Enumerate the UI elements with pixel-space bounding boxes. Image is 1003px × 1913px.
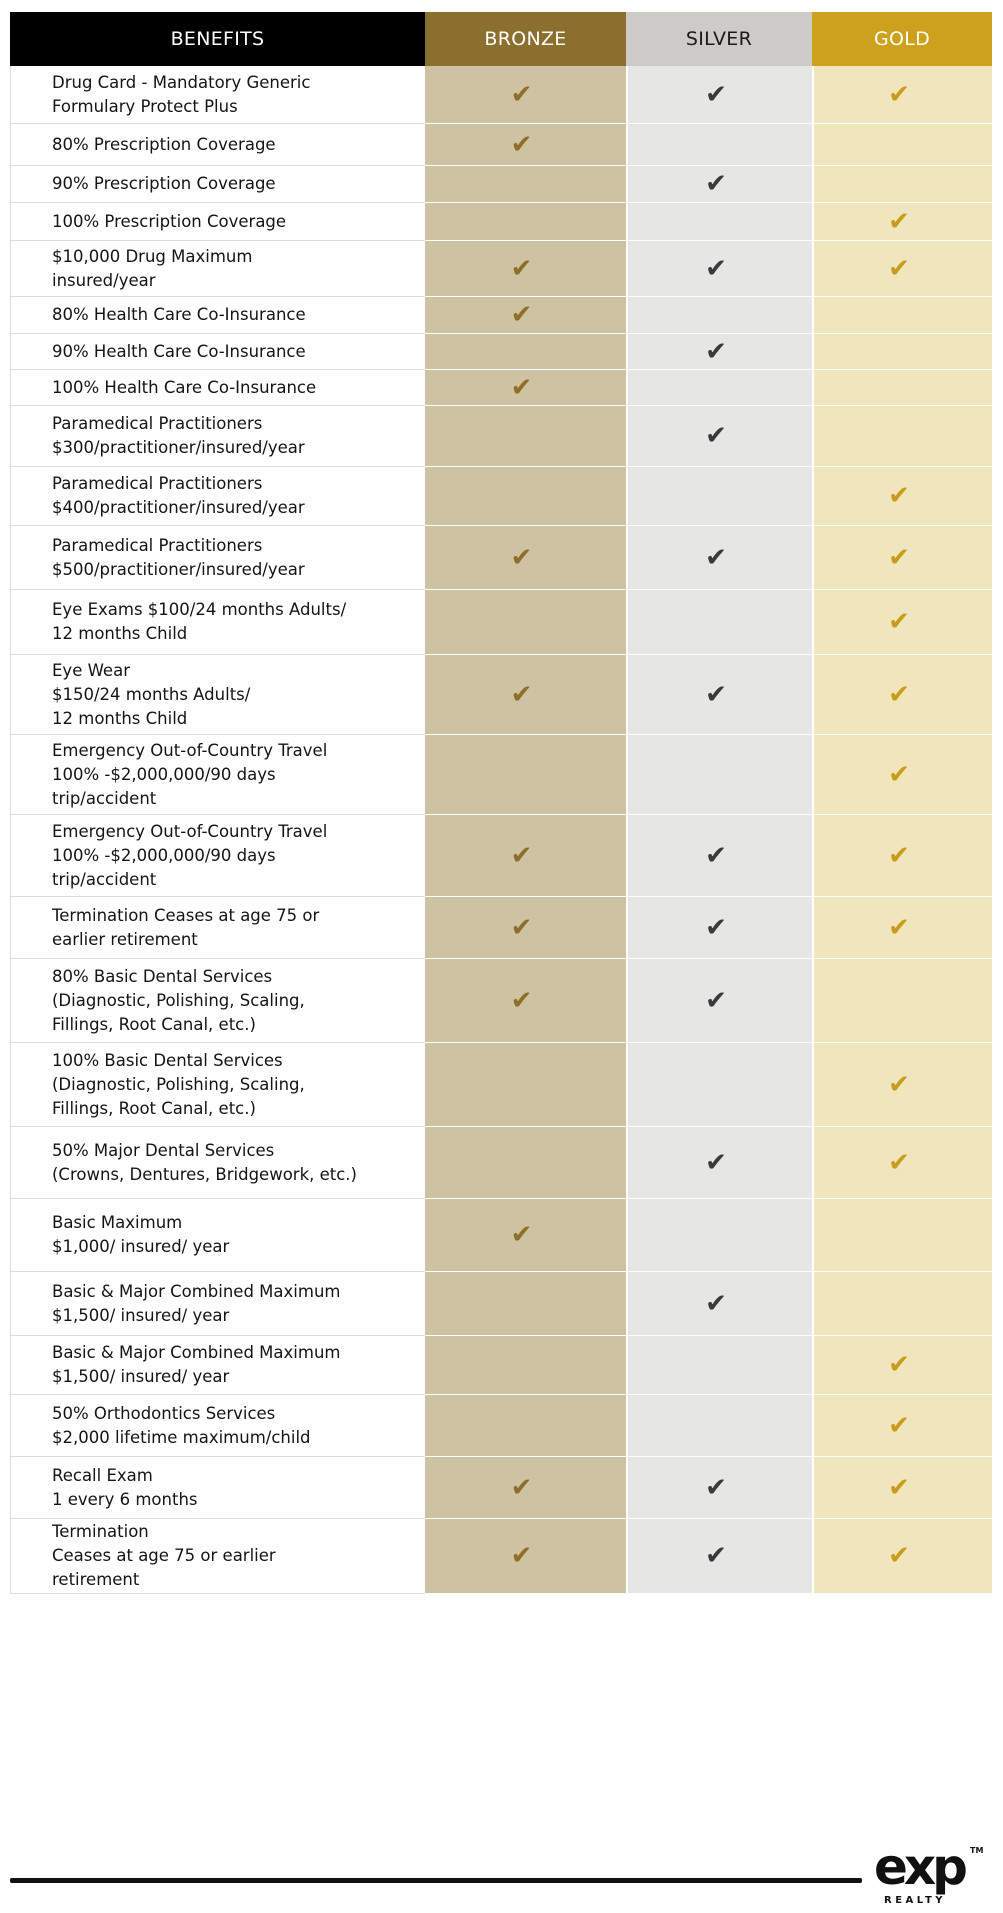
benefit-label: Recall Exam 1 every 6 months [10,1457,425,1519]
bronze-cell [425,370,626,406]
gold-cell [812,590,992,655]
gold-cell [812,897,992,959]
logo-wordmark: exp [874,1838,964,1896]
benefit-label: Eye Wear $150/24 months Adults/ 12 months Child [10,655,425,735]
checkmark-icon: ✔ [705,1288,727,1319]
benefit-label: Eye Exams $100/24 months Adults/ 12 months Child [10,590,425,655]
table-row [10,526,992,590]
table-body [10,66,992,1594]
checkmark-icon: ✔ [888,1472,910,1503]
checkmark-icon: ✔ [510,985,533,1016]
table-row [10,297,992,334]
table-row [10,1043,992,1127]
silver-cell [626,406,812,467]
checkmark-icon: ✔ [705,1472,727,1503]
bronze-cell [425,959,626,1043]
silver-cell [626,815,812,897]
bronze-cell [425,1395,626,1457]
benefit-label: Emergency Out-of-Country Travel 100% -$2,000,000/90 days trip/accident [10,735,425,815]
checkmark-icon: ✔ [510,542,533,573]
bronze-cell [425,124,626,166]
bronze-cell [425,735,626,815]
checkmark-icon: ✔ [510,679,533,710]
gold-cell [812,1272,992,1336]
benefit-label: 80% Basic Dental Services (Diagnostic, Polishing, Scaling, Fillings, Root Canal, etc.) [10,959,425,1043]
benefit-label: Basic & Major Combined Maximum $1,500/ insured/ year [10,1272,425,1336]
table-row [10,815,992,897]
silver-cell [626,124,812,166]
footer-divider [10,1878,862,1883]
checkmark-icon: ✔ [510,912,533,943]
bronze-cell [425,66,626,124]
table-row [10,467,992,526]
bronze-cell [425,334,626,370]
benefit-label: Paramedical Practitioners $300/practitioner/insured/year [10,406,425,467]
checkmark-icon: ✔ [705,679,727,710]
gold-cell [812,1199,992,1272]
gold-cell [812,467,992,526]
bronze-cell [425,467,626,526]
checkmark-icon: ✔ [888,79,910,110]
table-row [10,897,992,959]
gold-cell [812,166,992,203]
silver-cell [626,203,812,241]
checkmark-icon: ✔ [705,542,727,573]
gold-cell [812,66,992,124]
table-row [10,203,992,241]
checkmark-icon: ✔ [888,912,910,943]
checkmark-icon: ✔ [705,79,727,110]
checkmark-icon: ✔ [510,253,533,284]
checkmark-icon: ✔ [510,79,533,110]
benefit-label: 100% Prescription Coverage [10,203,425,241]
gold-cell [812,735,992,815]
silver-cell [626,526,812,590]
table-row [10,655,992,735]
checkmark-icon: ✔ [705,1541,727,1571]
bronze-cell [425,1043,626,1127]
gold-cell [812,959,992,1043]
bronze-cell [425,406,626,467]
gold-cell [812,815,992,897]
silver-cell [626,370,812,406]
table-row [10,1199,992,1272]
gold-cell [812,1395,992,1457]
gold-cell [812,334,992,370]
silver-cell [626,897,812,959]
checkmark-icon: ✔ [705,840,727,871]
checkmark-icon: ✔ [510,1220,533,1250]
bronze-cell [425,897,626,959]
bronze-cell [425,241,626,297]
benefit-label: 90% Health Care Co-Insurance [10,334,425,370]
checkmark-icon: ✔ [888,1147,910,1178]
benefit-label: 100% Basic Dental Services (Diagnostic, Polishing, Scaling, Fillings, Root Canal, etc.) [10,1043,425,1127]
benefit-label: Basic Maximum $1,000/ insured/ year [10,1199,425,1272]
bronze-cell [425,590,626,655]
checkmark-icon: ✔ [510,1472,533,1503]
silver-cell [626,166,812,203]
gold-cell [812,1043,992,1127]
benefits-table [10,12,992,1594]
logo-subtitle: REALTY [884,1895,947,1906]
bronze-cell [425,1199,626,1272]
table-row [10,1519,992,1594]
benefit-label: Paramedical Practitioners $500/practitioner/insured/year [10,526,425,590]
benefit-label: Drug Card - Mandatory Generic Formulary Protect Plus [10,66,425,124]
gold-cell [812,655,992,735]
table-row [10,406,992,467]
table-row [10,1127,992,1199]
benefit-label: 50% Orthodontics Services $2,000 lifetime maximum/child [10,1395,425,1457]
table-header [10,12,992,66]
table-row [10,959,992,1043]
silver-cell [626,1127,812,1199]
checkmark-icon: ✔ [888,1350,910,1380]
checkmark-icon: ✔ [705,912,727,943]
table-row [10,1272,992,1336]
silver-cell [626,467,812,526]
table-row [10,124,992,166]
silver-cell [626,334,812,370]
checkmark-icon: ✔ [888,840,910,871]
benefit-label: 80% Prescription Coverage [10,124,425,166]
bronze-cell [425,203,626,241]
checkmark-icon: ✔ [510,840,533,871]
checkmark-icon: ✔ [888,542,910,573]
bronze-cell [425,815,626,897]
header-gold: GOLD [812,12,992,66]
header-silver: SILVER [626,12,812,66]
gold-cell [812,1519,992,1594]
silver-cell [626,1043,812,1127]
logo-trademark: TM [970,1846,984,1855]
silver-cell [626,1336,812,1395]
checkmark-icon: ✔ [888,1410,910,1441]
table-row [10,735,992,815]
bronze-cell [425,655,626,735]
silver-cell [626,1519,812,1594]
silver-cell [626,1457,812,1519]
bronze-cell [425,1519,626,1594]
header-bronze: BRONZE [425,12,626,66]
silver-cell [626,1395,812,1457]
silver-cell [626,735,812,815]
benefit-label: Basic & Major Combined Maximum $1,500/ insured/ year [10,1336,425,1395]
silver-cell [626,590,812,655]
checkmark-icon: ✔ [705,421,727,451]
benefit-label: 100% Health Care Co-Insurance [10,370,425,406]
table-row [10,241,992,297]
gold-cell [812,1336,992,1395]
benefit-label: Termination Ceases at age 75 or earlier retirement [10,897,425,959]
checkmark-icon: ✔ [888,607,910,637]
benefit-label: 90% Prescription Coverage [10,166,425,203]
checkmark-icon: ✔ [510,300,533,330]
table-row [10,1457,992,1519]
silver-cell [626,1199,812,1272]
gold-cell [812,406,992,467]
bronze-cell [425,1457,626,1519]
bronze-cell [425,1336,626,1395]
gold-cell [812,297,992,334]
table-row [10,334,992,370]
gold-cell [812,370,992,406]
checkmark-icon: ✔ [888,679,910,710]
table-row [10,590,992,655]
table-row [10,370,992,406]
table-row [10,1336,992,1395]
gold-cell [812,241,992,297]
bronze-cell [425,526,626,590]
benefit-label: Paramedical Practitioners $400/practitioner/insured/year [10,467,425,526]
checkmark-icon: ✔ [705,253,727,284]
silver-cell [626,241,812,297]
bronze-cell [425,1127,626,1199]
silver-cell [626,959,812,1043]
gold-cell [812,1457,992,1519]
table-row [10,1395,992,1457]
benefit-label: Termination Ceases at age 75 or earlier retirement [10,1519,425,1594]
gold-cell [812,203,992,241]
checkmark-icon: ✔ [888,759,910,790]
bronze-cell [425,166,626,203]
bronze-cell [425,297,626,334]
checkmark-icon: ✔ [510,129,533,160]
exp-realty-logo [874,1838,984,1908]
benefit-label: 80% Health Care Co-Insurance [10,297,425,334]
silver-cell [626,1272,812,1336]
benefit-label: 50% Major Dental Services (Crowns, Dentures, Bridgework, etc.) [10,1127,425,1199]
checkmark-icon: ✔ [705,985,727,1016]
table-row [10,166,992,203]
checkmark-icon: ✔ [888,206,910,237]
checkmark-icon: ✔ [705,1147,727,1178]
gold-cell [812,1127,992,1199]
silver-cell [626,297,812,334]
bronze-cell [425,1272,626,1336]
header-benefits: BENEFITS [10,12,425,66]
checkmark-icon: ✔ [888,1541,910,1571]
checkmark-icon: ✔ [510,1541,533,1571]
silver-cell [626,655,812,735]
checkmark-icon: ✔ [510,372,533,403]
checkmark-icon: ✔ [888,253,910,284]
table-row [10,66,992,124]
benefit-label: $10,000 Drug Maximum insured/year [10,241,425,297]
gold-cell [812,526,992,590]
silver-cell [626,66,812,124]
checkmark-icon: ✔ [888,1069,910,1100]
checkmark-icon: ✔ [888,481,910,511]
checkmark-icon: ✔ [705,336,727,367]
benefit-label: Emergency Out-of-Country Travel 100% -$2,000,000/90 days trip/accident [10,815,425,897]
gold-cell [812,124,992,166]
checkmark-icon: ✔ [705,169,727,199]
